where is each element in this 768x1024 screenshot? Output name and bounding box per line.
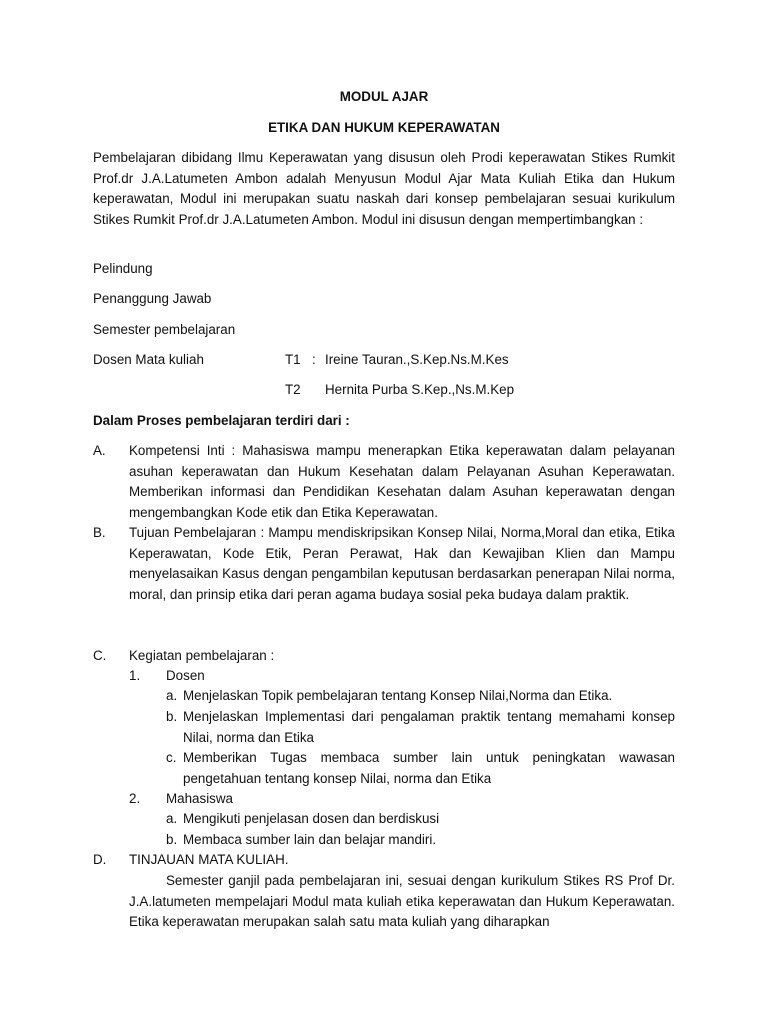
sub1-text: Dosen xyxy=(166,668,205,683)
item-d-marker: D. xyxy=(93,852,107,867)
field-semester: Semester pembelajaran xyxy=(93,322,236,337)
sub1-b-text: Menjelaskan Implementasi dari pengalaman praktik tentang memahami konsep Nilai, norma dan Etika xyxy=(183,709,675,745)
field-pelindung: Pelindung xyxy=(93,261,153,276)
lecturer-t1-code: T1 xyxy=(285,352,301,367)
item-c-marker: C. xyxy=(93,648,107,663)
field-penanggung-jawab: Penanggung Jawab xyxy=(93,291,212,306)
sub2-b-marker: b. xyxy=(166,832,178,847)
sub1-a-text: Menjelaskan Topik pembelajaran tentang Konsep Nilai,Norma dan Etika. xyxy=(183,688,613,703)
field-dosen-label: Dosen Mata kuliah xyxy=(93,352,204,367)
item-a-marker: A. xyxy=(93,443,106,458)
item-c-text: Kegiatan pembelajaran : xyxy=(129,648,275,663)
item-d-paragraph: Semester ganjil pada pembelajaran ini, sesuai dengan kurikulum Stikes RS Prof Dr. J.A.latumeten mempelajari Modul mata kuliah etika keperawatan dan Hukum Keperawatan. Etika keperawatan merupakan salah satu mata kuliah yang diharapkan xyxy=(129,873,675,929)
lecturer-t2-name: Hernita Purba S.Kep.,Ns.M.Kep xyxy=(325,382,515,397)
lecturer-t1-colon: : xyxy=(312,352,316,367)
sub1-b-marker: b. xyxy=(166,709,178,724)
sub2-a-text: Mengikuti penjelasan dosen dan berdiskusi xyxy=(183,811,440,826)
sub1-marker: 1. xyxy=(129,668,141,683)
item-d-text: TINJAUAN MATA KULIAH. xyxy=(129,852,289,867)
sub1-c-marker: c. xyxy=(166,750,177,765)
lecturer-t1-name: Ireine Tauran.,S.Kep.Ns.M.Kes xyxy=(325,352,509,367)
item-a-text: Kompetensi Inti : Mahasiswa mampu menerapkan Etika keperawatan dalam pelayanan asuhan keperawatan dan Hukum Kesehatan dalam Pelayanan Asuhan Keperawatan. Memberikan informasi dan Pendidikan Kesehatan dalam Asuhan keperawatan dengan mengembangkan Kode etik dan Etika Keperawatan. xyxy=(129,443,675,520)
intro-paragraph: Pembelajaran dibidang Ilmu Keperawatan yang disusun oleh Prodi keperawatan Stikes Rumkit Prof.dr J.A.Latumeten Ambon adalah Menyusun Modul Ajar Mata Kuliah Etika dan Hukum keperawatan, Modul ini merupakan suatu naskah dari konsep pembelajaran sesuai kurikulum Stikes Rumkit Prof.dr J.A.Latumeten Ambon. Modul ini disusun dengan mempertimbangkan : xyxy=(93,150,675,227)
document-subtitle: ETIKA DAN HUKUM KEPERAWATAN xyxy=(268,120,500,135)
lecturer-t2-code: T2 xyxy=(285,382,301,397)
sub2-marker: 2. xyxy=(129,791,141,806)
sub2-text: Mahasiswa xyxy=(166,791,233,806)
item-b-text: Tujuan Pembelajaran : Mampu mendiskripsikan Konsep Nilai, Norma,Moral dan etika, Etika Keperawatan, Kode Etik, Peran Perawat, Hak dan Kewajiban Klien dan Mampu menyelasaikan Kasus dengan pengambilan keputusan berdasarkan penerapan Nilai norma, moral, dan prinsip etika dari peran agama budaya sosial peka budaya dalam praktik. xyxy=(129,525,675,602)
sub2-b-text: Membaca sumber lain dan belajar mandiri. xyxy=(183,832,437,847)
sub1-c-text: Memberikan Tugas membaca sumber lain untuk peningkatan wawasan pengetahuan tentang konsep Nilai, norma dan Etika xyxy=(183,750,675,786)
item-b-marker: B. xyxy=(93,525,106,540)
sub1-a-marker: a. xyxy=(166,688,178,703)
document-title: MODUL AJAR xyxy=(339,89,429,104)
section-heading: Dalam Proses pembelajaran terdiri dari : xyxy=(93,413,350,428)
sub2-a-marker: a. xyxy=(166,811,178,826)
